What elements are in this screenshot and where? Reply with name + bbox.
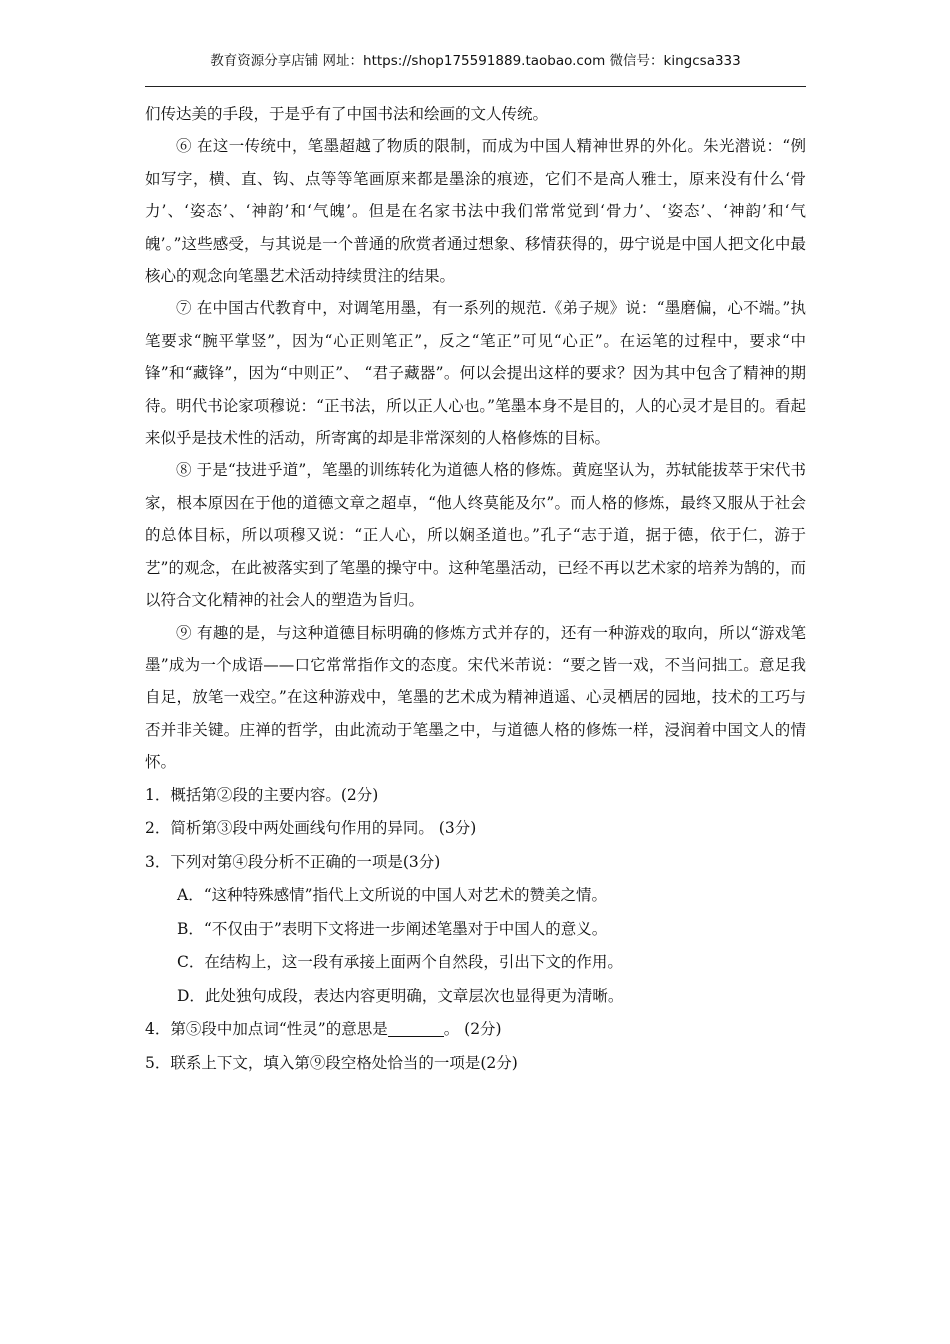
question-4-suffix: 。 (2分) — [443, 1020, 502, 1039]
question-3-option-d: D．此处独句成段，表达内容更明确，文章层次也显得更为清晰。 — [177, 986, 624, 1005]
question-5: 5．联系上下文，填入第⑨段空格处恰当的一项是(2分) — [145, 1053, 518, 1072]
paragraph-9: ⑨ 有趣的是，与这种道德目标明确的修炼方式并存的，还有一种游戏的取向，所以“游戏笔墨”成为一个成语——口它常常指作文的态度。宋代米芾说：“要之皆一戏，不当问拙工。意足我自足，放笔一戏空。”在这种游戏中，笔墨的艺术成为精神逍遥、心灵栖居的园地，技术的工巧与否并非关键。庄禅的哲学，由此流动于笔墨之中，与道德人格的修炼一样，浸润着中国文人的情怀。 — [145, 623, 806, 772]
question-3-option-b: B．“不仅由于”表明下文将进一步阐述笔墨对于中国人的意义。 — [177, 919, 608, 938]
paragraph-8: ⑧ 于是“技进乎道”，笔墨的训练转化为道德人格的修炼。黄庭坚认为，苏轼能拔萃于宋代书家，根本原因在于他的道德文章之超卓，“他人终莫能及尔”。而人格的修炼，最终又服从于社会的总体目标，所以项穆又说：“正人心，所以娴圣道也。”孔子“志于道，据于德，依于仁，游于艺”的观念，在此被落实到了笔墨的操守中。这种笔墨活动，已经不再以艺术家的培养为鹄的，而以符合文化精神的社会人的塑造为旨归。 — [145, 461, 806, 610]
answer-blank[interactable] — [388, 1018, 444, 1037]
question-4 — [145, 1013, 806, 1047]
header-text: 教育资源分享店铺 网址：https://shop175591889.taobao.com 微信号：kingcsa333 — [210, 53, 741, 69]
question-3-option-c: C．在结构上，这一段有承接上面两个自然段，引出下文的作用。 — [177, 953, 623, 972]
paragraph-continuation: 们传达美的手段，于是乎有了中国书法和绘画的文人传统。 — [145, 105, 549, 123]
document-body — [145, 98, 806, 1080]
question-2: 2．简析第③段中两处画线句作用的异同。 (3分) — [145, 819, 477, 838]
paragraph-7: ⑦ 在中国古代教育中，对调笔用墨，有一系列的规范.《弟子规》说：“墨磨偏，心不端。”执笔要求“腕平掌竖”，因为“心正则笔正”，反之“笔正”可见“心正”。在运笔的过程中，要求“中锋”和“藏锋”，因为“中则正”、 “君子藏器”。何以会提出这样的要求？因为其中包含了精神的期待。明代书论家项穆说：“正书法，所以正人心也。”笔墨本身不是目的，人的心灵才是目的。看起来似乎是技术性的活动，所寄寓的却是非常深刻的人格修炼的目标。 — [145, 299, 806, 448]
question-3-option-a: A．“这种特殊感情”指代上文所说的中国人对艺术的赞美之情。 — [177, 886, 608, 905]
question-1: 1．概括第②段的主要内容。(2分) — [145, 785, 379, 804]
paragraph-6: ⑥ 在这一传统中，笔墨超越了物质的限制，而成为中国人精神世界的外化。朱光潜说：“例如写字，横、直、钩、点等等笔画原来都是墨涂的痕迹，它们不是高人雅士，原来没有什么‘骨力’、‘姿态’、‘神韵’和‘气魄’。但是在名家书法中我们常常觉到‘骨力’、‘姿态’、‘神韵’和‘气魄’。”这些感受，与其说是一个普通的欣赏者通过想象、移情获得的，毋宁说是中国人把文化中最核心的观念向笔墨艺术活动持续贯注的结果。 — [145, 137, 806, 286]
page-header — [145, 36, 806, 87]
question-3: 3．下列对第④段分析不正确的一项是(3分) — [145, 852, 441, 871]
question-4-prefix: 4．第⑤段中加点词“性灵”的意思是 — [145, 1020, 388, 1039]
